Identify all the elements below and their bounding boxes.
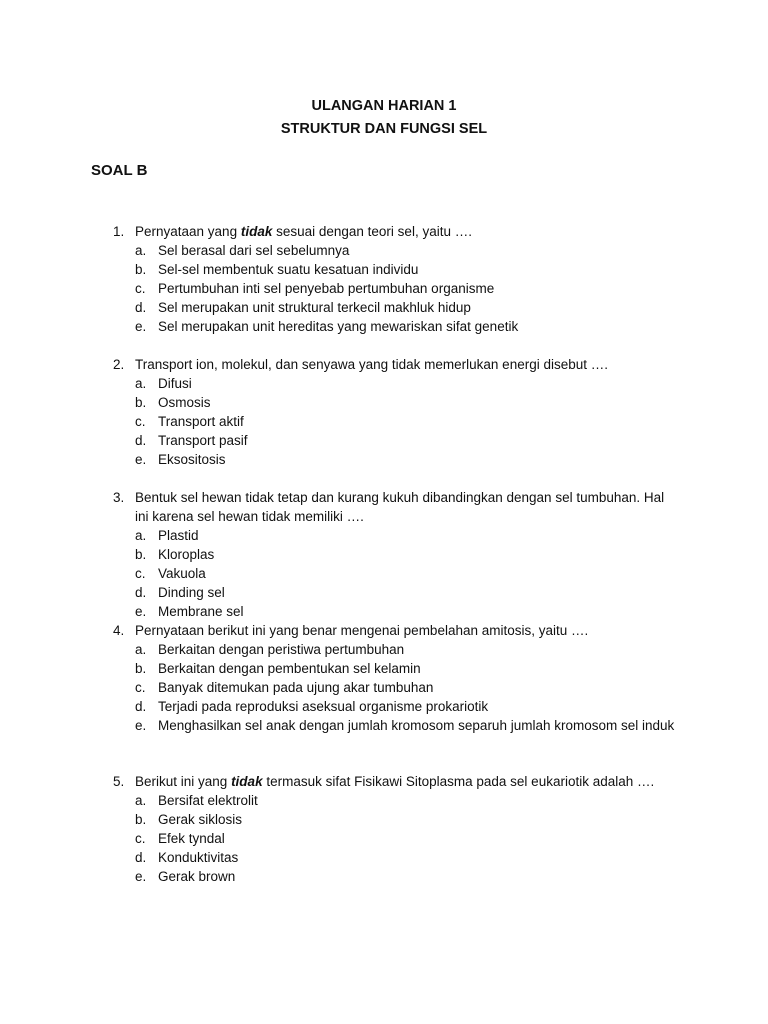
option-letter: c. — [135, 281, 146, 296]
option-letter: c. — [135, 414, 146, 429]
option-letter: e. — [135, 452, 147, 467]
option-text: Bersifat elektrolit — [158, 793, 258, 808]
option-text: Efek tyndal — [158, 831, 225, 846]
answer-option — [113, 298, 677, 317]
option-text: Difusi — [158, 376, 192, 391]
option-text: Terjadi pada reproduksi aseksual organisme prokariotik — [158, 699, 489, 714]
option-text: Sel berasal dari sel sebelumnya — [158, 243, 350, 258]
question-stem-continued: ini karena sel hewan tidak memiliki …. — [135, 509, 364, 524]
question-5 — [113, 772, 677, 886]
answer-option — [113, 317, 677, 336]
title-line-2: STRUKTUR DAN FUNGSI SEL — [280, 121, 488, 137]
option-text: Gerak siklosis — [158, 812, 243, 827]
stem-text: sesuai dengan teori sel, yaitu …. — [272, 224, 472, 239]
question-2 — [113, 355, 677, 469]
answer-option — [113, 431, 677, 450]
question-number: 3. — [113, 490, 125, 505]
answer-option — [113, 678, 677, 697]
question-1 — [113, 222, 677, 336]
option-text: Vakuola — [158, 566, 206, 581]
option-letter: e. — [135, 869, 147, 884]
option-text: Konduktivitas — [158, 850, 239, 865]
option-text: Menghasilkan sel anak dengan jumlah kromosom separuh jumlah kromosom sel induk — [158, 718, 675, 733]
option-text: Berkaitan dengan peristiwa pertumbuhan — [158, 642, 405, 657]
stem-text: Pernyataan yang — [135, 224, 241, 239]
option-letter: a. — [135, 642, 147, 657]
question-number: 1. — [113, 224, 125, 239]
option-text: Eksositosis — [158, 452, 226, 467]
option-letter: a. — [135, 243, 147, 258]
option-letter: c. — [135, 566, 146, 581]
option-letter: e. — [135, 604, 147, 619]
answer-option — [113, 545, 677, 564]
question-number: 4. — [113, 623, 125, 638]
option-letter: d. — [135, 699, 147, 714]
question-3 — [113, 488, 677, 621]
question-number: 5. — [113, 774, 125, 789]
answer-option — [113, 640, 677, 659]
stem-emphasis: tidak — [240, 224, 273, 239]
option-text: Sel merupakan unit hereditas yang mewariskan sifat genetik — [158, 319, 519, 334]
option-text: Gerak brown — [158, 869, 236, 884]
option-text: Sel-sel membentuk suatu kesatuan individu — [158, 262, 419, 277]
option-letter: a. — [135, 376, 147, 391]
option-letter: a. — [135, 528, 147, 543]
answer-option — [113, 848, 677, 867]
option-text: Pertumbuhan inti sel penyebab pertumbuhan organisme — [158, 281, 495, 296]
title-line-1: ULANGAN HARIAN 1 — [311, 98, 457, 114]
option-text: Dinding sel — [158, 585, 225, 600]
question-stem — [135, 772, 677, 791]
option-letter: e. — [135, 319, 147, 334]
answer-option — [113, 602, 677, 621]
option-text: Banyak ditemukan pada ujung akar tumbuhan — [158, 680, 434, 695]
option-letter: b. — [135, 661, 147, 676]
stem-text: termasuk sifat Fisikawi Sitoplasma pada sel eukariotik adalah …. — [262, 774, 655, 789]
document-title — [0, 95, 768, 141]
option-letter: d. — [135, 433, 147, 448]
option-text: Transport pasif — [158, 433, 248, 448]
section-label: SOAL B — [91, 162, 148, 179]
answer-option — [113, 526, 677, 545]
answer-option — [113, 829, 677, 848]
option-letter: c. — [135, 680, 146, 695]
option-text: Berkaitan dengan pembentukan sel kelamin — [158, 661, 421, 676]
option-letter: a. — [135, 793, 147, 808]
question-number-spacer — [113, 507, 135, 526]
option-text: Sel merupakan unit struktural terkecil makhluk hidup — [158, 300, 471, 315]
answer-option — [113, 450, 677, 469]
option-text: Transport aktif — [158, 414, 244, 429]
question-4 — [113, 621, 677, 735]
answer-option — [113, 716, 677, 735]
stem-emphasis: tidak — [231, 774, 263, 789]
option-text: Kloroplas — [158, 547, 215, 562]
answer-option — [113, 241, 677, 260]
question-stem: Pernyataan berikut ini yang benar mengenai pembelahan amitosis, yaitu …. — [135, 623, 589, 638]
answer-option — [113, 374, 677, 393]
answer-option — [113, 412, 677, 431]
answer-option — [113, 583, 677, 602]
option-letter: b. — [135, 395, 147, 410]
option-letter: c. — [135, 831, 146, 846]
option-letter: d. — [135, 585, 147, 600]
answer-option — [113, 393, 677, 412]
stem-text: Berikut ini yang — [135, 774, 232, 789]
option-letter: b. — [135, 812, 147, 827]
answer-option — [113, 564, 677, 583]
option-letter: d. — [135, 850, 147, 865]
answer-option — [113, 697, 677, 716]
answer-option — [113, 810, 677, 829]
option-letter: d. — [135, 300, 147, 315]
option-text: Plastid — [158, 528, 199, 543]
answer-option — [113, 659, 677, 678]
question-number: 2. — [113, 357, 125, 372]
question-stem: Transport ion, molekul, dan senyawa yang tidak memerlukan energi disebut …. — [135, 357, 608, 372]
option-letter: b. — [135, 262, 147, 277]
question-stem — [135, 222, 677, 241]
answer-option — [113, 791, 677, 810]
option-text: Membrane sel — [158, 604, 244, 619]
option-letter: b. — [135, 547, 147, 562]
option-letter: e. — [135, 718, 147, 733]
answer-option — [113, 279, 677, 298]
answer-option — [113, 260, 677, 279]
answer-option — [113, 867, 677, 886]
option-text: Osmosis — [158, 395, 211, 410]
question-stem: Bentuk sel hewan tidak tetap dan kurang kukuh dibandingkan dengan sel tumbuhan. Hal — [135, 490, 665, 505]
